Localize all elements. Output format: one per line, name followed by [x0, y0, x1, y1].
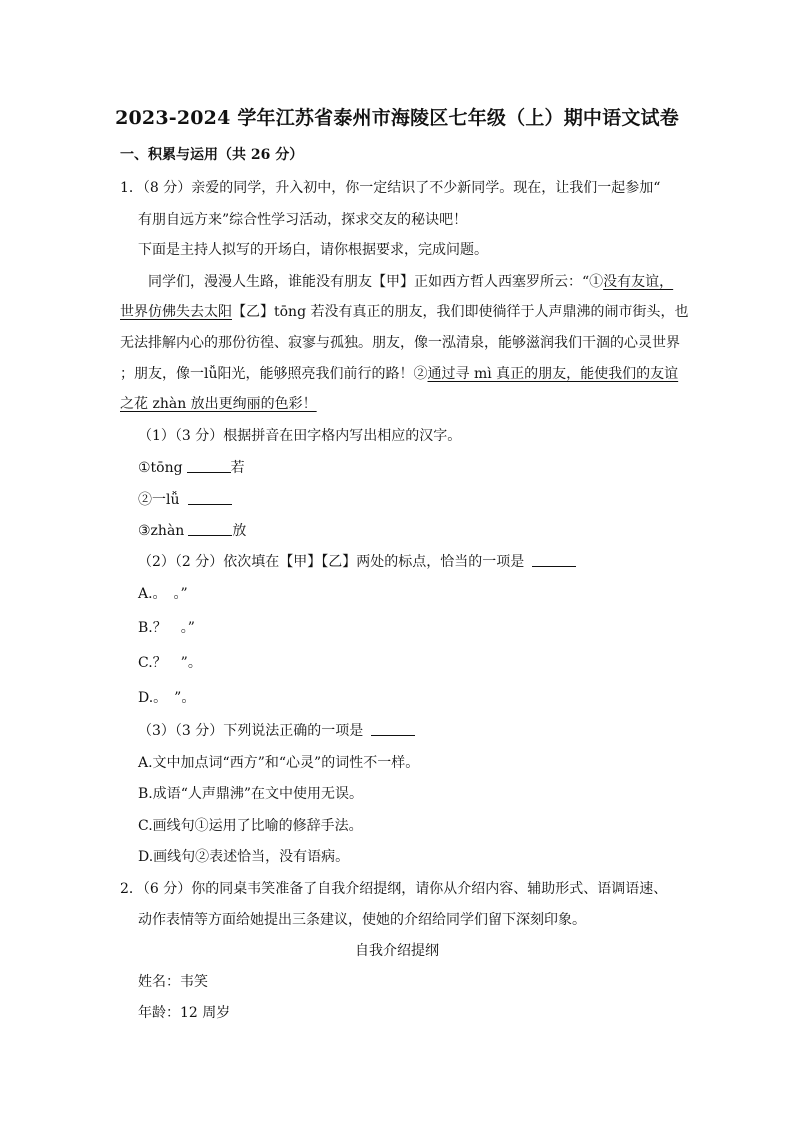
answer-blank[interactable]: [188, 521, 232, 536]
passage-line1: [148, 272, 708, 292]
option-a: A.。 。”: [138, 586, 188, 602]
outline-name: 姓名：韦笑: [138, 974, 208, 990]
sub1-item-c: [138, 521, 698, 541]
section-heading: 一、积累与运用（共 26 分）: [120, 147, 304, 163]
passage-text: ；朋友，像一lǚ阳光，能够照亮我们前行的路！②: [120, 366, 428, 382]
q1-intro-line1: 1．（8 分）亲爱的同学，升入初中，你一定结识了不少新同学。现在，让我们一起参加“: [120, 180, 661, 196]
option-d: D.。 ”。: [138, 690, 196, 706]
option-a: A.文中加点词“西方”和“心灵”的词性不一样。: [138, 755, 420, 771]
answer-blank[interactable]: [532, 552, 576, 567]
underlined-sentence-2: 通过寻 mì 真正的朋友，能使我们的友谊: [427, 366, 679, 382]
passage-text: 【乙】tōng 若没有真正的朋友，我们即使徜徉于人声鼎沸的闹市街头，也: [232, 304, 689, 320]
passage-line2: [120, 302, 689, 322]
passage-line5: [120, 394, 680, 414]
char-after: 若: [230, 460, 245, 476]
passage-line4: [120, 364, 680, 384]
answer-blank[interactable]: [188, 490, 232, 505]
underlined-sentence-2-end: 之花 zhàn 放出更绚丽的色彩！: [120, 396, 317, 412]
char-after: 放: [232, 523, 247, 539]
subquestion-1: （1）（3 分）根据拼音在田字格内写出相应的汉字。: [138, 428, 462, 444]
underlined-sentence-1: 没有友谊，: [603, 274, 674, 290]
pinyin-label: ②一lǚ: [138, 492, 180, 508]
sub1-item-a: [138, 458, 698, 478]
sub1-item-b: [138, 490, 698, 510]
answer-blank[interactable]: [187, 458, 231, 473]
subquestion-text: （2）（2 分）依次填在【甲】【乙】两处的标点，恰当的一项是: [138, 554, 525, 570]
underlined-sentence-1-end: 世界仿佛失去太阳: [120, 304, 232, 320]
answer-blank[interactable]: [371, 721, 415, 736]
option-b: B.成语“人声鼎沸”在文中使用无误。: [138, 786, 364, 802]
outline-title: 自我介绍提纲: [355, 943, 439, 959]
option-b: B.？ 。”: [138, 620, 195, 636]
q2-line2: 动作表情等方面给她提出三条建议，使她的介绍给同学们留下深刻印象。: [138, 912, 586, 928]
pinyin-label: ③zhàn: [138, 523, 185, 539]
subquestion-2: [138, 552, 698, 572]
option-c: C.？ ”。: [138, 655, 202, 671]
outline-age: 年龄：12 周岁: [138, 1005, 231, 1021]
passage-text: 同学们，漫漫人生路，谁能没有朋友【甲】正如西方哲人西塞罗所云：“①: [148, 274, 604, 290]
option-d: D.画线句②表述恰当，没有语病。: [138, 849, 350, 865]
subquestion-text: （3）（3 分）下列说法正确的一项是: [138, 723, 364, 739]
q2-line1: 2．（6 分）你的同桌韦笑准备了自我介绍提纲，请你从介绍内容、辅助形式、语调语速、: [120, 881, 668, 897]
option-c: C.画线句①运用了比喻的修辞手法。: [138, 818, 363, 834]
exam-title: 2023-2024 学年江苏省泰州市海陵区七年级（上）期中语文试卷: [115, 107, 679, 129]
subquestion-3: [138, 721, 698, 741]
passage-line3: 无法排解内心的那份彷徨、寂寥与孤独。朋友，像一泓清泉，能够滋润我们干涸的心灵世界: [120, 335, 680, 351]
q1-intro-line3: 下面是主持人拟写的开场白，请你根据要求，完成问题。: [138, 242, 488, 258]
q1-intro-line2: 有朋自远方来”综合性学习活动，探求交友的秘诀吧！: [138, 212, 468, 228]
pinyin-label: ①tōng: [138, 460, 183, 476]
